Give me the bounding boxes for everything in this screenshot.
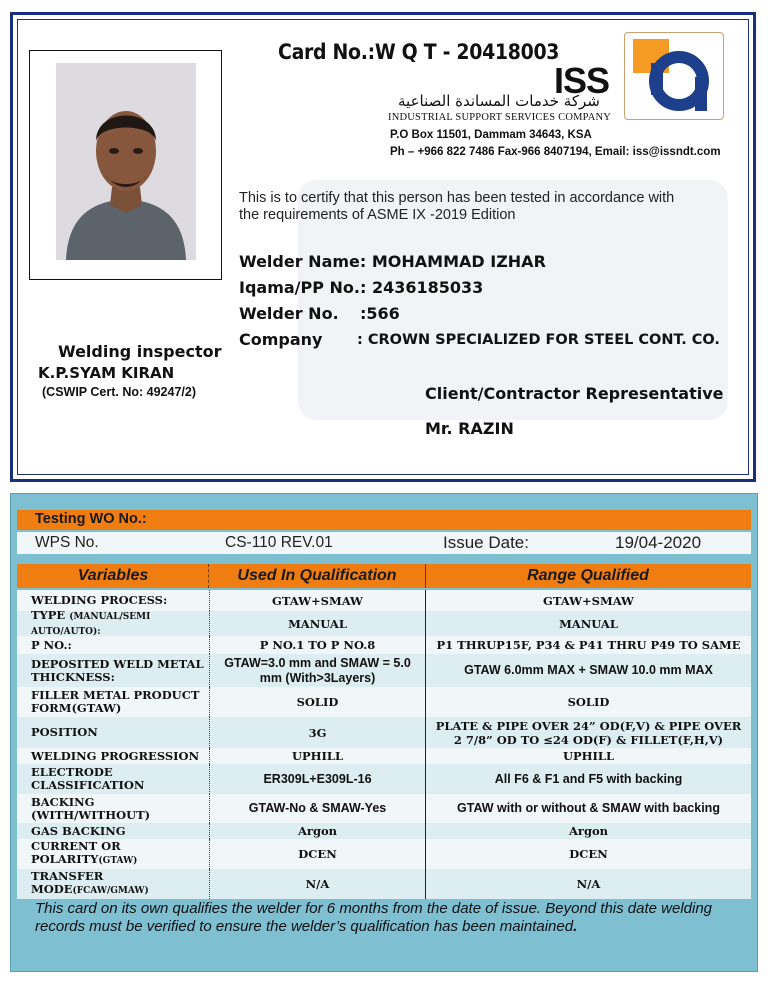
range-cell: SOLID	[425, 687, 751, 717]
variable-cell: ELECTRODE CLASSIFICATION	[31, 765, 145, 792]
company-address: P.O Box 11501, Dammam 34643, KSA	[390, 129, 592, 141]
qualification-cell: N/A	[209, 869, 425, 899]
qualification-cell: GTAW=3.0 mm and SMAW = 5.0 mm (With>3Layers)	[209, 654, 425, 687]
certification-statement	[239, 190, 739, 224]
iss-logo-text: ISS	[554, 60, 610, 101]
wps-value: CS-110 REV.01	[225, 534, 333, 551]
testing-wo-bar	[17, 510, 751, 530]
header-divider	[425, 564, 426, 588]
welder-number-label: Welder No.	[239, 304, 339, 323]
qualification-cell: 3G	[209, 717, 425, 748]
variable-cell: POSITION	[31, 725, 98, 739]
qualification-cell: Argon	[209, 823, 425, 839]
qualification-cell: SOLID	[209, 687, 425, 717]
qualification-cell: GTAW-No & SMAW-Yes	[209, 794, 425, 823]
welder-id-card-back	[10, 493, 758, 972]
variable-cell: GAS BACKING	[31, 823, 126, 838]
range-cell: PLATE & PIPE OVER 24” OD(F,V) & PIPE OVER 2 7/8” OD TO ≤24 OD(F) & FILLET(F,H,V)	[425, 717, 751, 748]
inspector-name: K.P.SYAM KIRAN	[38, 364, 175, 382]
wps-label: WPS No.	[35, 534, 99, 551]
company-contact: Ph – +966 822 7486 Fax-966 8407194, Email: iss@issndt.com	[390, 146, 721, 158]
company-arabic-name: شركة خدمات المساندة الصناعية	[398, 92, 600, 110]
inspector-title: Welding inspector	[58, 342, 222, 361]
certification-line-2: the requirements of ASME IX -2019 Edition	[239, 207, 516, 223]
variable-cell: P NO.:	[31, 637, 72, 652]
table-row	[17, 839, 751, 869]
range-cell: GTAW+SMAW	[425, 590, 751, 611]
variable-cell: FILLER METAL PRODUCT FORM(GTAW)	[31, 688, 200, 715]
welder-number-value: :566	[360, 304, 400, 323]
table-row	[17, 794, 751, 823]
issue-date-value: 19/04-2020	[615, 533, 702, 552]
photo-frame	[29, 50, 222, 280]
range-cell: UPHILL	[425, 748, 751, 764]
range-cell: GTAW with or without & SMAW with backing	[425, 794, 751, 823]
variable-cell: TRANSFER MODE(FCAW/GMAW)	[31, 869, 149, 896]
table-row	[17, 636, 751, 654]
variable-cell: BACKING (WITH/WITHOUT)	[31, 794, 151, 822]
table-row	[17, 717, 751, 748]
range-cell: MANUAL	[425, 611, 751, 636]
qualification-cell: DCEN	[209, 839, 425, 869]
variable-cell: CURRENT OR POLARITY(GTAW)	[31, 839, 138, 866]
range-cell: P1 THRUP15F, P34 & P41 THRU P49 TO SAME	[425, 636, 751, 654]
table-row	[17, 869, 751, 899]
company-english-name: INDUSTRIAL SUPPORT SERVICES COMPANY	[388, 112, 612, 123]
iss-logo-mark	[624, 32, 724, 120]
range-cell: GTAW 6.0mm MAX + SMAW 10.0 mm MAX	[425, 654, 751, 687]
table-row	[17, 607, 751, 637]
range-cell: Argon	[425, 823, 751, 839]
variable-cell: WELDING PROGRESSION	[31, 748, 200, 763]
range-cell: N/A	[425, 869, 751, 899]
client-representative-title: Client/Contractor Representative	[425, 384, 724, 403]
wps-row	[17, 532, 751, 554]
qualification-cell: ER309L+E309L-16	[209, 764, 425, 794]
testing-wo-label: Testing WO No.:	[35, 511, 147, 527]
issue-date-label: Issue Date:	[443, 533, 529, 552]
qualification-cell: MANUAL	[209, 611, 425, 636]
table-row	[17, 823, 751, 839]
qualification-cell: GTAW+SMAW	[209, 590, 425, 611]
card-number: Card No.:W Q T - 20418003	[278, 40, 560, 64]
company-label: Company	[239, 330, 323, 349]
iqama-number: Iqama/PP No.: 2436185033	[239, 278, 484, 297]
company-value: : CROWN SPECIALIZED FOR STEEL CONT. CO.	[357, 332, 720, 348]
card-inner-border	[17, 19, 749, 475]
welder-id-card-front	[10, 12, 756, 482]
table-row	[17, 687, 751, 717]
variables-header	[17, 564, 751, 588]
header-variables: Variables	[77, 567, 149, 584]
variable-cell: TYPE (MANUAL/SEMI AUTO/AUTO):	[31, 607, 151, 637]
qualification-cell: UPHILL	[209, 748, 425, 764]
range-cell: DCEN	[425, 839, 751, 869]
table-row	[17, 764, 751, 794]
table-row	[17, 654, 751, 687]
header-used-in-qualification: Used In Qualification	[237, 567, 397, 584]
welder-name: Welder Name: MOHAMMAD IZHAR	[239, 252, 546, 271]
client-representative-name: Mr. RAZIN	[425, 419, 514, 438]
range-cell: All F6 & F1 and F5 with backing	[425, 764, 751, 794]
certification-line-1: This is to certify that this person has been tested in accordance with	[239, 190, 675, 206]
welder-photo	[56, 63, 196, 260]
qualification-cell: P NO.1 TO P NO.8	[209, 636, 425, 654]
header-range-qualified: Range Qualified	[527, 567, 649, 584]
header-divider	[208, 564, 209, 588]
validity-note: This card on its own qualifies the welder for 6 months from the date of issue. Beyond this date welding records must be verified to ensure the welder’s qualification has been maintained.	[35, 900, 713, 935]
variable-cell: DEPOSITED WELD METAL THICKNESS:	[31, 656, 204, 684]
qualification-table	[17, 590, 751, 899]
table-row	[17, 748, 751, 764]
inspector-cert: (CSWIP Cert. No: 49247/2)	[42, 385, 196, 399]
variable-cell: WELDING PROCESS:	[31, 593, 168, 607]
